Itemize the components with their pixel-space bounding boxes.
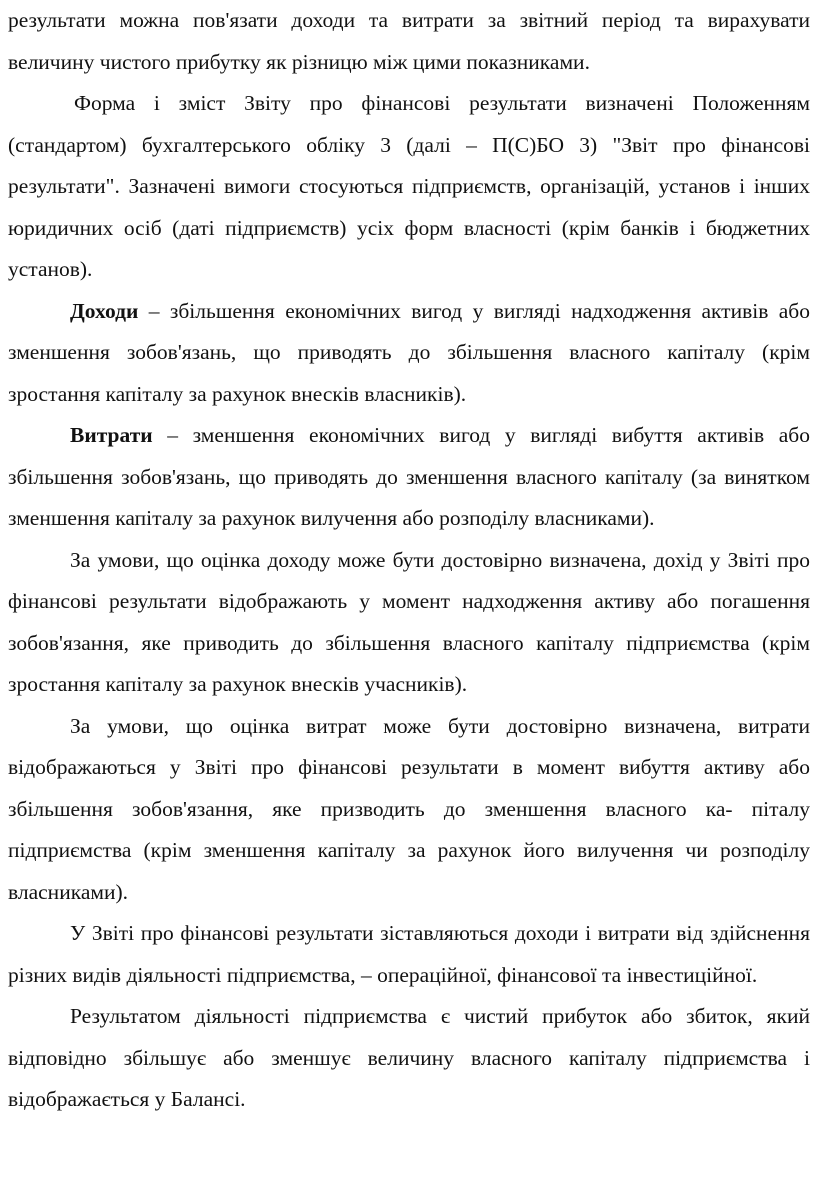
term-income: Доходи — [70, 298, 139, 323]
term-expenses: Витрати — [70, 423, 153, 447]
paragraph-text: – збільшення економічних вигод у вигляді надходження активів або зменшення зобов'язань, що приводять до збільшення власного капіталу (крім зростання капіталу за рахунок внесків власників). — [8, 298, 810, 406]
paragraph-continuation — [8, 0, 810, 83]
paragraph-text: – зменшення економічних вигод у вигляді вибуття активів або збільшення зобов'язань, що приводять до зменшення власного капіталу (за винятком зменшення капіталу за рахунок вилучення або розподілу власниками). — [8, 423, 810, 530]
paragraph-text: За умови, що оцінка витрат може бути достовірно визначена, витрати відображаються у Звіті про фінансові результати в момент вибуття активу або збільшення зобов'язання, яке призводить до зменшення власного ка- піталу підприємства (крім зменшення капіталу за рахунок його вилучення чи розподілу власниками). — [8, 713, 810, 904]
paragraph-text: У Звіті про фінансові результати зіставляються доходи і витрати від здійснення різних видів діяльності підприємства, – операційної, фінансової та інвестиційної. — [8, 921, 810, 987]
paragraph-text: Форма і зміст Звіту про фінансові результати визначені Положенням (стандартом) бухгалтерського обліку 3 (далі – П(С)БО 3) "Звіт про фінансові результати". Зазначені вимоги стосуються підприємств, організацій, установ і інших юридичних осіб (даті підприємств) усіх форм власності (крім банків і бюджетних установ). — [8, 91, 810, 281]
paragraph-income-definition — [8, 291, 810, 416]
paragraph-expenses-recognition — [8, 706, 810, 914]
paragraph-expenses-definition — [8, 415, 810, 540]
paragraph-text: Результатом діяльності підприємства є чистий прибуток або збиток, який відповідно збільшує або зменшує величину власного капіталу підприємства і відображається у Балансі. — [8, 1004, 810, 1111]
paragraph-report-form — [8, 83, 810, 291]
paragraph-activities-comparison — [8, 913, 810, 996]
paragraph-net-result — [8, 996, 810, 1121]
paragraph-text: результати можна пов'язати доходи та витрати за звітний період та вирахувати величину чистого прибутку як різницю між цими показниками. — [8, 8, 810, 74]
paragraph-income-recognition — [8, 540, 810, 706]
paragraph-text: За умови, що оцінка доходу може бути достовірно визначена, дохід у Звіті про фінансові результати відображають у момент надходження активу або погашення зобов'язання, яке приводить до збільшення власного капіталу підприємства (крім зростання капіталу за рахунок внесків учасників). — [8, 547, 810, 696]
